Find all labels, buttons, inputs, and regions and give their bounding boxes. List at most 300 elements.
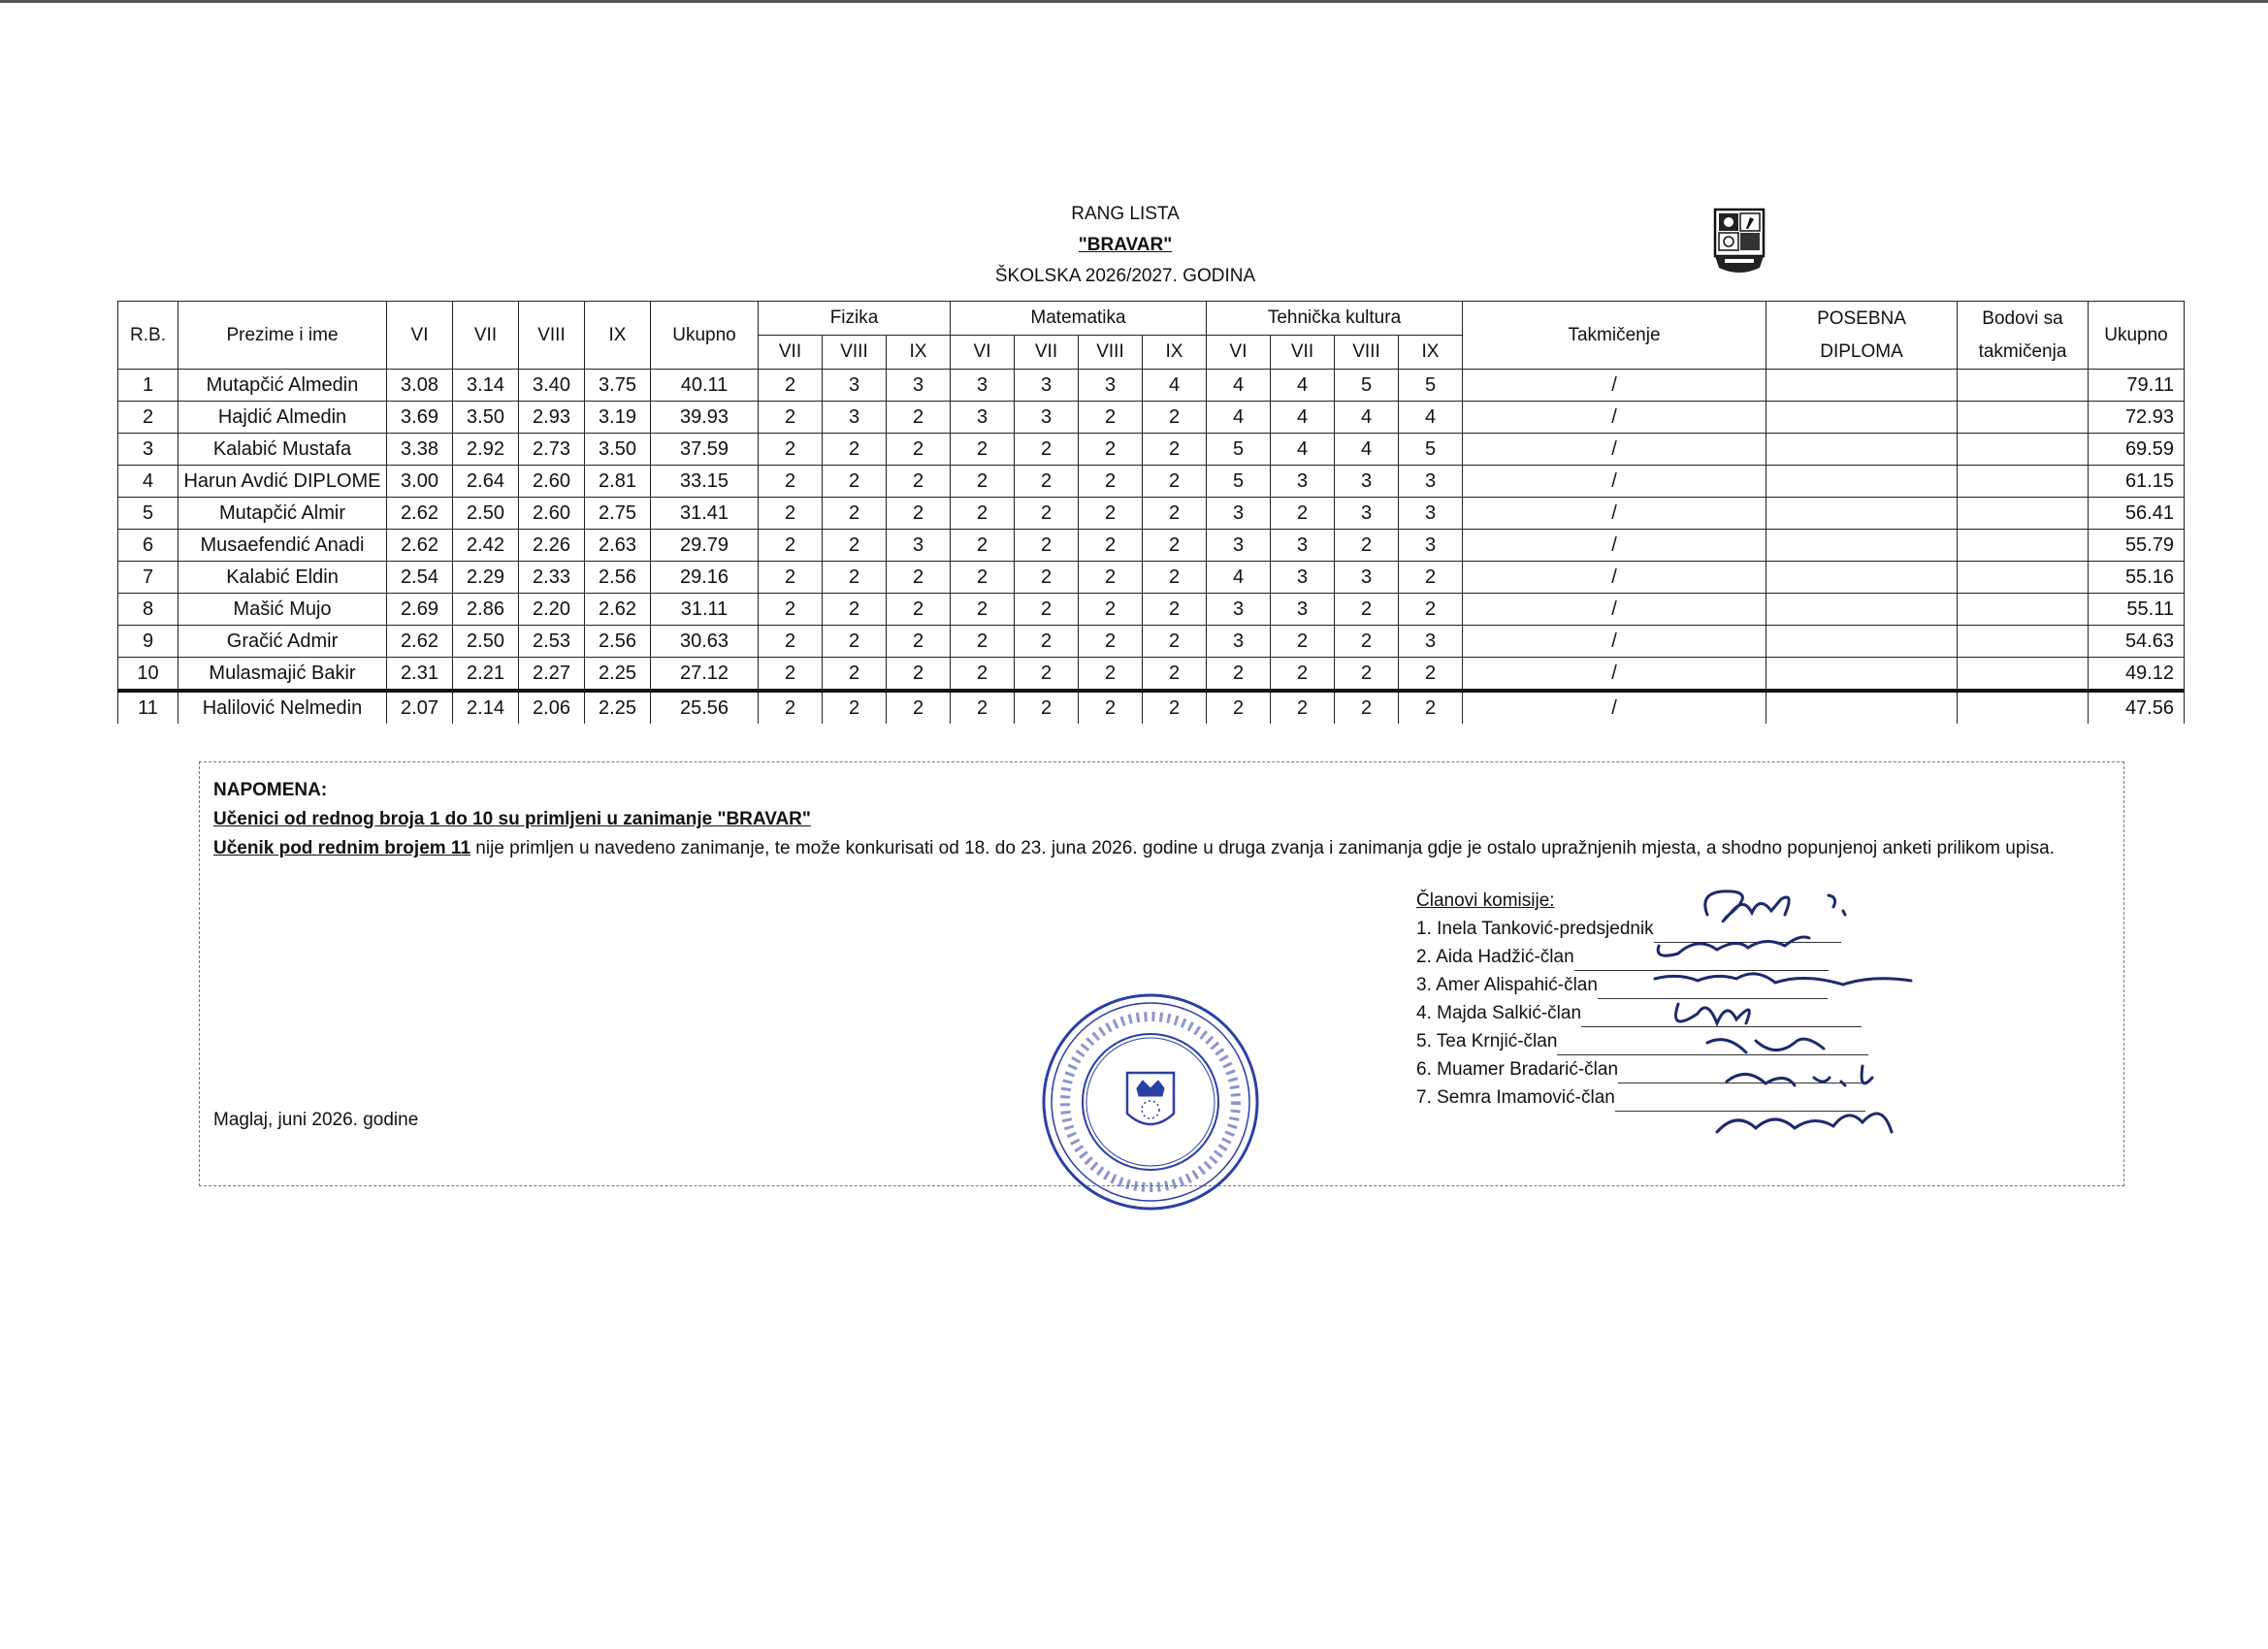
- subject-grade-cell: 2: [1015, 466, 1079, 498]
- grade-average-cell: 2.81: [585, 466, 651, 498]
- grade-average-cell: 2.33: [519, 562, 585, 594]
- matematika-sub-header: VII: [1015, 336, 1079, 370]
- col-fizika-header: Fizika: [759, 302, 951, 336]
- subject-grade-cell: 2: [1015, 562, 1079, 594]
- col-matematika-header: Matematika: [951, 302, 1207, 336]
- grade-average-cell: 2.93: [519, 402, 585, 434]
- subject-grade-cell: 2: [823, 434, 887, 466]
- table-row: [118, 626, 2185, 658]
- member-name: 3. Amer Alispahić-član: [1416, 975, 1598, 995]
- subject-grade-cell: 2: [1015, 691, 1079, 724]
- bodovi-line2: takmičenja: [1978, 340, 2067, 362]
- tehnicka-sub-header: VI: [1207, 336, 1271, 370]
- grade-average-cell: 2.29: [453, 562, 519, 594]
- subject-grade-cell: 2: [1079, 562, 1143, 594]
- grade-average-cell: 2.50: [453, 626, 519, 658]
- subject-grade-cell: 2: [823, 691, 887, 724]
- competition-points-cell: [1958, 626, 2089, 658]
- subject-grade-cell: 3: [823, 370, 887, 402]
- subject-grade-cell: 2: [887, 594, 951, 626]
- subject-grade-cell: 2: [1207, 658, 1271, 692]
- subject-grade-cell: 3: [1207, 626, 1271, 658]
- student-name-cell: Halilović Nelmedin: [178, 691, 387, 724]
- student-name-cell: Musaefendić Anadi: [178, 530, 387, 562]
- student-name-cell: Gračić Admir: [178, 626, 387, 658]
- subject-grade-cell: 4: [1271, 370, 1335, 402]
- subject-grade-cell: 2: [823, 594, 887, 626]
- subject-grade-cell: 2: [887, 658, 951, 692]
- member-name: 7. Semra Imamović-član: [1416, 1087, 1615, 1108]
- student-name-cell: Mulasmajić Bakir: [178, 658, 387, 692]
- grade-average-cell: 2.92: [453, 434, 519, 466]
- subject-grade-cell: 3: [1015, 402, 1079, 434]
- subject-grade-cell: 2: [1015, 626, 1079, 658]
- total-points-cell: 47.56: [2089, 691, 2185, 724]
- subject-grade-cell: 2: [823, 498, 887, 530]
- subject-grade-cell: 2: [1207, 691, 1271, 724]
- student-name-cell: Hajdić Almedin: [178, 402, 387, 434]
- grade-average-cell: 3.38: [387, 434, 453, 466]
- subject-grade-cell: 3: [1399, 466, 1463, 498]
- subject-grade-cell: 2: [759, 530, 823, 562]
- competition-cell: /: [1463, 658, 1766, 692]
- subject-grade-cell: 2: [1143, 530, 1207, 562]
- grade-average-cell: 2.31: [387, 658, 453, 692]
- table-row: [118, 402, 2185, 434]
- subject-grade-cell: 4: [1399, 402, 1463, 434]
- subject-grade-cell: 2: [1079, 434, 1143, 466]
- subject-grade-cell: 2: [951, 626, 1015, 658]
- subtotal-cell: 40.11: [651, 370, 759, 402]
- competition-cell: /: [1463, 434, 1766, 466]
- bodovi-line1: Bodovi sa: [1982, 307, 2063, 329]
- school-crest-icon: [1711, 208, 1767, 277]
- subtotal-cell: 39.93: [651, 402, 759, 434]
- subject-grade-cell: 3: [1399, 626, 1463, 658]
- committee-heading: Članovi komisije:: [1416, 890, 1555, 911]
- subject-grade-cell: 2: [951, 562, 1015, 594]
- fizika-sub-header: VII: [759, 336, 823, 370]
- matematika-sub-header: VIII: [1079, 336, 1143, 370]
- matematika-sub-header: IX: [1143, 336, 1207, 370]
- subject-grade-cell: 2: [887, 434, 951, 466]
- subtotal-cell: 25.56: [651, 691, 759, 724]
- subject-grade-cell: 2: [951, 530, 1015, 562]
- grade-average-cell: 2.21: [453, 658, 519, 692]
- subtotal-cell: 33.15: [651, 466, 759, 498]
- competition-points-cell: [1958, 466, 2089, 498]
- subject-grade-cell: 5: [1207, 434, 1271, 466]
- grade-average-cell: 3.75: [585, 370, 651, 402]
- subject-grade-cell: 2: [1079, 402, 1143, 434]
- subtotal-cell: 30.63: [651, 626, 759, 658]
- subject-grade-cell: 2: [1015, 498, 1079, 530]
- grade-average-cell: 2.50: [453, 498, 519, 530]
- note-student-11: Učenik pod rednim brojem 11: [213, 838, 471, 858]
- document-header: [873, 199, 1377, 292]
- subject-grade-cell: 3: [1079, 370, 1143, 402]
- tehnicka-sub-header: VIII: [1335, 336, 1399, 370]
- matematika-sub-header: VI: [951, 336, 1015, 370]
- subject-grade-cell: 2: [759, 691, 823, 724]
- grade-average-cell: 2.62: [387, 530, 453, 562]
- competition-cell: /: [1463, 530, 1766, 562]
- subject-grade-cell: 4: [1207, 370, 1271, 402]
- special-diploma-cell: [1766, 434, 1958, 466]
- subject-grade-cell: 3: [1335, 466, 1399, 498]
- subtotal-cell: 37.59: [651, 434, 759, 466]
- grade-average-cell: 2.54: [387, 562, 453, 594]
- subject-grade-cell: 3: [1271, 530, 1335, 562]
- col-ix-header: IX: [585, 302, 651, 370]
- subtotal-cell: 31.11: [651, 594, 759, 626]
- student-name-cell: Mašić Mujo: [178, 594, 387, 626]
- subject-grade-cell: 2: [1015, 594, 1079, 626]
- subject-grade-cell: 2: [759, 498, 823, 530]
- competition-points-cell: [1958, 562, 2089, 594]
- table-row: [118, 562, 2185, 594]
- subject-grade-cell: 3: [1335, 562, 1399, 594]
- subject-grade-cell: 2: [1335, 658, 1399, 692]
- subject-grade-cell: 2: [887, 402, 951, 434]
- competition-points-cell: [1958, 498, 2089, 530]
- subject-grade-cell: 5: [1399, 434, 1463, 466]
- subject-grade-cell: 2: [759, 434, 823, 466]
- subject-grade-cell: 5: [1335, 370, 1399, 402]
- subject-grade-cell: 2: [1079, 658, 1143, 692]
- subject-grade-cell: 2: [1143, 691, 1207, 724]
- grade-average-cell: 2.69: [387, 594, 453, 626]
- table-row: [118, 530, 2185, 562]
- subtotal-cell: 29.79: [651, 530, 759, 562]
- total-points-cell: 79.11: [2089, 370, 2185, 402]
- member-name: 2. Aida Hadžić-član: [1416, 947, 1574, 967]
- competition-cell: /: [1463, 626, 1766, 658]
- subject-grade-cell: 2: [823, 658, 887, 692]
- subject-grade-cell: 2: [1079, 626, 1143, 658]
- subject-grade-cell: 4: [1207, 562, 1271, 594]
- grade-average-cell: 2.42: [453, 530, 519, 562]
- col-bodovi-header: [1958, 302, 2089, 370]
- subject-grade-cell: 3: [887, 370, 951, 402]
- grade-average-cell: 3.69: [387, 402, 453, 434]
- subject-grade-cell: 2: [1335, 691, 1399, 724]
- table-row: [118, 658, 2185, 692]
- grade-average-cell: 2.20: [519, 594, 585, 626]
- grade-average-cell: 2.86: [453, 594, 519, 626]
- subject-grade-cell: 2: [1399, 658, 1463, 692]
- official-school-stamp-icon: [1038, 989, 1263, 1214]
- grade-average-cell: 3.40: [519, 370, 585, 402]
- header-title: RANG LISTA: [1071, 204, 1180, 224]
- subject-grade-cell: 2: [1015, 658, 1079, 692]
- ranking-table: [117, 301, 2185, 724]
- total-points-cell: 49.12: [2089, 658, 2185, 692]
- col-vii-header: VII: [453, 302, 519, 370]
- grade-average-cell: 2.27: [519, 658, 585, 692]
- total-points-cell: 69.59: [2089, 434, 2185, 466]
- total-points-cell: 56.41: [2089, 498, 2185, 530]
- tehnicka-sub-header: IX: [1399, 336, 1463, 370]
- subject-grade-cell: 2: [887, 466, 951, 498]
- student-name-cell: Mutapčić Almir: [178, 498, 387, 530]
- subject-grade-cell: 2: [887, 626, 951, 658]
- competition-points-cell: [1958, 434, 2089, 466]
- grade-average-cell: 2.60: [519, 498, 585, 530]
- grade-average-cell: 2.64: [453, 466, 519, 498]
- subject-grade-cell: 2: [759, 466, 823, 498]
- grade-average-cell: 3.19: [585, 402, 651, 434]
- grade-average-cell: 2.14: [453, 691, 519, 724]
- subject-grade-cell: 2: [823, 466, 887, 498]
- special-diploma-cell: [1766, 594, 1958, 626]
- subject-grade-cell: 2: [951, 658, 1015, 692]
- subject-grade-cell: 2: [887, 562, 951, 594]
- grade-average-cell: 3.00: [387, 466, 453, 498]
- subject-grade-cell: 2: [759, 626, 823, 658]
- subject-grade-cell: 2: [1143, 594, 1207, 626]
- table-body: [118, 370, 2185, 725]
- subject-grade-cell: 2: [951, 691, 1015, 724]
- grade-average-cell: 3.08: [387, 370, 453, 402]
- table-row: [118, 594, 2185, 626]
- subject-grade-cell: 2: [1335, 530, 1399, 562]
- rank-number-cell: 7: [118, 562, 178, 594]
- competition-points-cell: [1958, 370, 2089, 402]
- subject-grade-cell: 4: [1271, 434, 1335, 466]
- subject-grade-cell: 2: [1015, 530, 1079, 562]
- subject-grade-cell: 2: [1399, 594, 1463, 626]
- subject-grade-cell: 3: [1207, 498, 1271, 530]
- subject-grade-cell: 2: [1143, 466, 1207, 498]
- table-row: [118, 434, 2185, 466]
- grade-average-cell: 3.50: [453, 402, 519, 434]
- member-name: 5. Tea Krnjić-član: [1416, 1031, 1558, 1051]
- competition-cell: /: [1463, 594, 1766, 626]
- fizika-sub-header: VIII: [823, 336, 887, 370]
- total-points-cell: 55.16: [2089, 562, 2185, 594]
- col-posebna-header: [1766, 302, 1958, 370]
- subject-grade-cell: 2: [1271, 498, 1335, 530]
- subtotal-cell: 27.12: [651, 658, 759, 692]
- subject-grade-cell: 2: [1399, 562, 1463, 594]
- subject-grade-cell: 4: [1271, 402, 1335, 434]
- grade-average-cell: 2.62: [387, 498, 453, 530]
- subject-grade-cell: 5: [1399, 370, 1463, 402]
- header-occupation: "BRAVAR": [1078, 235, 1173, 255]
- subject-grade-cell: 2: [1143, 498, 1207, 530]
- total-points-cell: 55.79: [2089, 530, 2185, 562]
- grade-average-cell: 2.63: [585, 530, 651, 562]
- grade-average-cell: 2.56: [585, 562, 651, 594]
- subject-grade-cell: 4: [1143, 370, 1207, 402]
- grade-average-cell: 2.25: [585, 691, 651, 724]
- student-name-cell: Kalabić Mustafa: [178, 434, 387, 466]
- rank-number-cell: 1: [118, 370, 178, 402]
- subject-grade-cell: 2: [1015, 434, 1079, 466]
- subject-grade-cell: 2: [1271, 658, 1335, 692]
- student-name-cell: Mutapčić Almedin: [178, 370, 387, 402]
- competition-cell: /: [1463, 370, 1766, 402]
- note-student-11-detail: nije primljen u navedeno zanimanje, te može konkurisati od 18. do 23. juna 2026. godine u druga zvanja i zanimanja gdje je ostalo upražnjenih mjesta, a shodno popunjenoj anketi prilikom upisa.: [470, 838, 2055, 858]
- grade-average-cell: 2.25: [585, 658, 651, 692]
- subject-grade-cell: 2: [823, 530, 887, 562]
- rank-number-cell: 8: [118, 594, 178, 626]
- rank-number-cell: 9: [118, 626, 178, 658]
- subject-grade-cell: 2: [887, 691, 951, 724]
- subtotal-cell: 29.16: [651, 562, 759, 594]
- special-diploma-cell: [1766, 530, 1958, 562]
- rank-number-cell: 5: [118, 498, 178, 530]
- col-ukupno2-header: Ukupno: [2089, 302, 2185, 370]
- subject-grade-cell: 2: [1079, 530, 1143, 562]
- grade-average-cell: 2.75: [585, 498, 651, 530]
- col-ukupno-header: Ukupno: [651, 302, 759, 370]
- special-diploma-cell: [1766, 466, 1958, 498]
- grade-average-cell: 3.14: [453, 370, 519, 402]
- subject-grade-cell: 3: [1271, 562, 1335, 594]
- competition-cell: /: [1463, 466, 1766, 498]
- place-date: Maglaj, juni 2026. godine: [213, 1110, 419, 1130]
- subject-grade-cell: 2: [1079, 594, 1143, 626]
- total-points-cell: 61.15: [2089, 466, 2185, 498]
- header-school-year: ŠKOLSKA 2026/2027. GODINA: [994, 266, 1256, 286]
- table-row: [118, 370, 2185, 402]
- special-diploma-cell: [1766, 370, 1958, 402]
- subject-grade-cell: 3: [1271, 594, 1335, 626]
- subject-grade-cell: 2: [1399, 691, 1463, 724]
- grade-average-cell: 2.07: [387, 691, 453, 724]
- subject-grade-cell: 3: [823, 402, 887, 434]
- subject-grade-cell: 2: [1271, 626, 1335, 658]
- posebna-line2: DIPLOMA: [1820, 340, 1903, 362]
- member-name: 6. Muamer Bradarić-član: [1416, 1059, 1619, 1080]
- col-vi-header: VI: [387, 302, 453, 370]
- rank-number-cell: 10: [118, 658, 178, 692]
- subtotal-cell: 31.41: [651, 498, 759, 530]
- competition-cell: /: [1463, 691, 1766, 724]
- table-row: [118, 466, 2185, 498]
- col-viii-header: VIII: [519, 302, 585, 370]
- subject-grade-cell: 2: [759, 402, 823, 434]
- subject-grade-cell: 2: [1079, 691, 1143, 724]
- subject-grade-cell: 4: [1207, 402, 1271, 434]
- subject-grade-cell: 2: [1143, 562, 1207, 594]
- subject-grade-cell: 2: [759, 562, 823, 594]
- table-row: [118, 498, 2185, 530]
- grade-average-cell: 2.56: [585, 626, 651, 658]
- rank-number-cell: 2: [118, 402, 178, 434]
- subject-grade-cell: 5: [1207, 466, 1271, 498]
- top-border-line: [0, 0, 2268, 3]
- subject-grade-cell: 3: [1271, 466, 1335, 498]
- col-name-header: Prezime i ime: [178, 302, 387, 370]
- subject-grade-cell: 2: [1271, 691, 1335, 724]
- rank-number-cell: 11: [118, 691, 178, 724]
- competition-cell: /: [1463, 562, 1766, 594]
- grade-average-cell: 2.26: [519, 530, 585, 562]
- subject-grade-cell: 2: [759, 658, 823, 692]
- total-points-cell: 55.11: [2089, 594, 2185, 626]
- subject-grade-cell: 2: [1143, 434, 1207, 466]
- note-text: [213, 776, 2105, 863]
- subject-grade-cell: 2: [951, 434, 1015, 466]
- subject-grade-cell: 2: [823, 626, 887, 658]
- special-diploma-cell: [1766, 658, 1958, 692]
- subject-grade-cell: 2: [951, 466, 1015, 498]
- note-not-admitted-line: [213, 834, 2105, 863]
- table-header: [118, 302, 2185, 370]
- subject-grade-cell: 3: [1207, 594, 1271, 626]
- grade-average-cell: 2.73: [519, 434, 585, 466]
- special-diploma-cell: [1766, 626, 1958, 658]
- student-name-cell: Kalabić Eldin: [178, 562, 387, 594]
- col-takmicenje-header: Takmičenje: [1463, 302, 1766, 370]
- subject-grade-cell: 2: [1143, 658, 1207, 692]
- rank-number-cell: 3: [118, 434, 178, 466]
- subject-grade-cell: 2: [759, 370, 823, 402]
- competition-cell: /: [1463, 402, 1766, 434]
- special-diploma-cell: [1766, 402, 1958, 434]
- competition-points-cell: [1958, 530, 2089, 562]
- grade-average-cell: 3.50: [585, 434, 651, 466]
- total-points-cell: 54.63: [2089, 626, 2185, 658]
- handwritten-signatures: [1639, 878, 1930, 1159]
- note-heading: NAPOMENA:: [213, 780, 328, 800]
- posebna-line1: POSEBNA: [1817, 307, 1906, 329]
- subject-grade-cell: 3: [1399, 498, 1463, 530]
- special-diploma-cell: [1766, 691, 1958, 724]
- competition-points-cell: [1958, 658, 2089, 692]
- member-name: 4. Majda Salkić-član: [1416, 1003, 1582, 1023]
- grade-average-cell: 2.06: [519, 691, 585, 724]
- subject-grade-cell: 3: [951, 370, 1015, 402]
- grade-average-cell: 2.53: [519, 626, 585, 658]
- subject-grade-cell: 4: [1335, 434, 1399, 466]
- subject-grade-cell: 2: [759, 594, 823, 626]
- subject-grade-cell: 3: [1015, 370, 1079, 402]
- subject-grade-cell: 2: [1079, 498, 1143, 530]
- subject-grade-cell: 2: [1143, 626, 1207, 658]
- competition-points-cell: [1958, 402, 2089, 434]
- special-diploma-cell: [1766, 562, 1958, 594]
- student-name-cell: Harun Avdić DIPLOME: [178, 466, 387, 498]
- special-diploma-cell: [1766, 498, 1958, 530]
- subject-grade-cell: 3: [1335, 498, 1399, 530]
- subject-grade-cell: 2: [1335, 594, 1399, 626]
- subject-grade-cell: 4: [1335, 402, 1399, 434]
- total-points-cell: 72.93: [2089, 402, 2185, 434]
- rank-number-cell: 6: [118, 530, 178, 562]
- grade-average-cell: 2.62: [585, 594, 651, 626]
- subject-grade-cell: 2: [951, 594, 1015, 626]
- subject-grade-cell: 3: [887, 530, 951, 562]
- competition-points-cell: [1958, 691, 2089, 724]
- competition-points-cell: [1958, 594, 2089, 626]
- rank-number-cell: 4: [118, 466, 178, 498]
- col-rb-header: R.B.: [118, 302, 178, 370]
- member-name: 1. Inela Tanković-predsjednik: [1416, 919, 1654, 939]
- subject-grade-cell: 2: [887, 498, 951, 530]
- grade-average-cell: 2.60: [519, 466, 585, 498]
- subject-grade-cell: 3: [951, 402, 1015, 434]
- subject-grade-cell: 2: [1079, 466, 1143, 498]
- tehnicka-sub-header: VII: [1271, 336, 1335, 370]
- subject-grade-cell: 2: [1335, 626, 1399, 658]
- col-tehnicka-header: Tehnička kultura: [1207, 302, 1463, 336]
- subject-grade-cell: 3: [1399, 530, 1463, 562]
- table-row: [118, 691, 2185, 724]
